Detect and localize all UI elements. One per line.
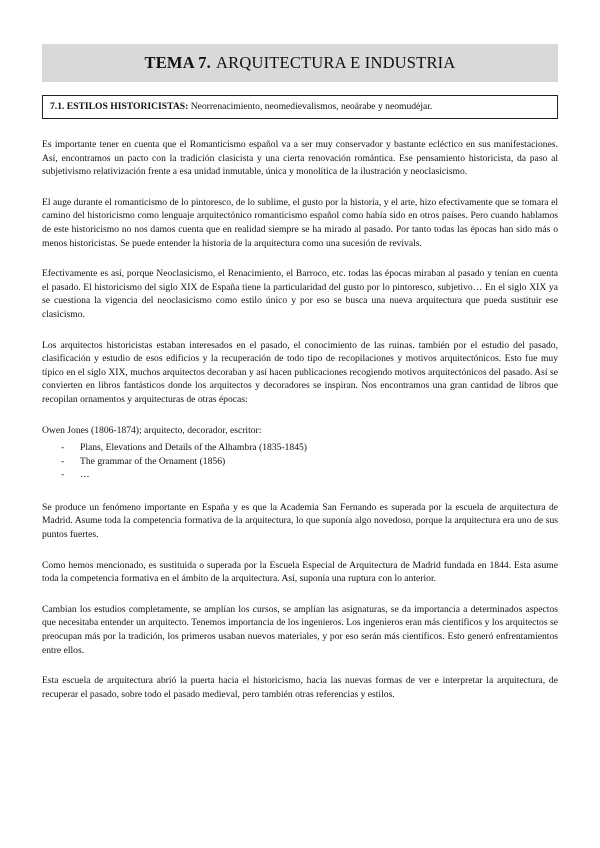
author-line: Owen Jones (1806-1874); arquitecto, decorador, escritor: [42, 424, 262, 436]
section-heading-box [42, 95, 558, 119]
list-item: - … [42, 468, 558, 482]
paragraph: El auge durante el romanticismo de lo pintoresco, de lo sublime, el gusto por la historia, y el arte, hizo efectivamente que se tomara el camino del historicismo como lenguaje arquitectónico romanticismo español como había sido en otros países. Pero cuando hablamos de este historicismo no nos damos cuenta que en realidad siempre se ha mirado al pasado. Por tanto todas las épocas han sido más o menos historicistas. Se puede entender la historia de la arquitectura como una sucesión de revivals. [42, 196, 558, 249]
section-heading: 7.1. ESTILOS HISTORICISTAS: [50, 101, 189, 112]
paragraph: Es importante tener en cuenta que el Romanticismo español va a ser muy conservador y bastante ecléctico en sus manifestaciones. Así, encontramos un pacto con la tradición clasicista y una cierta renovación romántica. Ese pensamiento historicista, da paso al subjetivismo relativización frente a esa unidad inmutable, única y monolítica de la ilustración y neoclasicismo. [42, 139, 558, 178]
title-text: ARQUITECTURA E INDUSTRIA [216, 53, 456, 72]
body-text [42, 138, 558, 701]
section-subtitle: Neorrenacimiento, neomedievalismos, neoárabe y neomudéjar. [190, 101, 433, 112]
works-list [42, 441, 558, 482]
list-item: - Plans, Elevations and Details of the Alhambra (1835-1845) [42, 441, 558, 455]
paragraph: Cambian los estudios completamente, se amplían los cursos, se amplían las asignaturas, se da importancia a determinados aspectos que necesitaba entender un arquitecto. Tenemos importancia de los ingenieros. Los ingenieros eran más científicos y los arquitectos se preocupan más por la tradición, los primeros usaban nuevos materiales, y por eso serán más científicos. Esto generó enfrentamientos entre ellos. [42, 603, 558, 656]
title-number: TEMA 7. [144, 53, 212, 72]
page-title [42, 44, 558, 82]
document-page [42, 44, 558, 718]
list-item: - The grammar of the Ornament (1856) [42, 455, 558, 469]
paragraph: Los arquitectos historicistas estaban interesados en el pasado, el conocimiento de las ruinas. también por el estudio del pasado, clasificación y estudio de esos edificios y la recuperación de todo tipo de recopilaciones y motivos arquitectónicos. Esto fue muy típico en el siglo XIX, muchos arquitectos decoraban y así hacen publicaciones recogiendo motivos arquitectónicos del pasado. Así se convierten en libros fantásticos donde los arquitectos y decoradores se inspiran. Nos encontramos una gran cantidad de libros que recopilan ornamentos y arquitecturas de otras épocas: [42, 339, 558, 405]
paragraph: Se produce un fenómeno importante en España y es que la Academia San Fernando es superada por la escuela de arquitectura de Madrid. Asume toda la competencia formativa de la arquitectura, lo que suponía algo novedoso, porque la arquitectura era uno de sus puntos fuertes. [42, 501, 558, 541]
paragraph: Efectivamente es así, porque Neoclasicismo, el Renacimiento, el Barroco, etc. todas las épocas miraban al pasado y tenían en cuenta el pasado. El historicismo del siglo XIX de España tiene la particularidad del gusto por lo pintoresco, subjetivo… En el siglo XIX ya se cuestiona la vigencia del neoclasicismo como estilo único y por eso se busca una nueva arquitectura que pueda sustituir ese clasicismo. [42, 268, 558, 320]
paragraph: Esta escuela de arquitectura abrió la puerta hacia el historicismo, hacia las nuevas formas de ver e interpretar la arquitectura, de recuperar el pasado, sobre todo el pasado medieval, pero también otras referencias y estilos. [42, 675, 558, 700]
paragraph: Como hemos mencionado, es sustituida o superada por la Escuela Especial de Arquitectura de Madrid fundada en 1844. Esta asume toda la competencia formativa en el ámbito de la arquitectura. Así, suponía una ruptura con lo anterior. [42, 559, 558, 585]
